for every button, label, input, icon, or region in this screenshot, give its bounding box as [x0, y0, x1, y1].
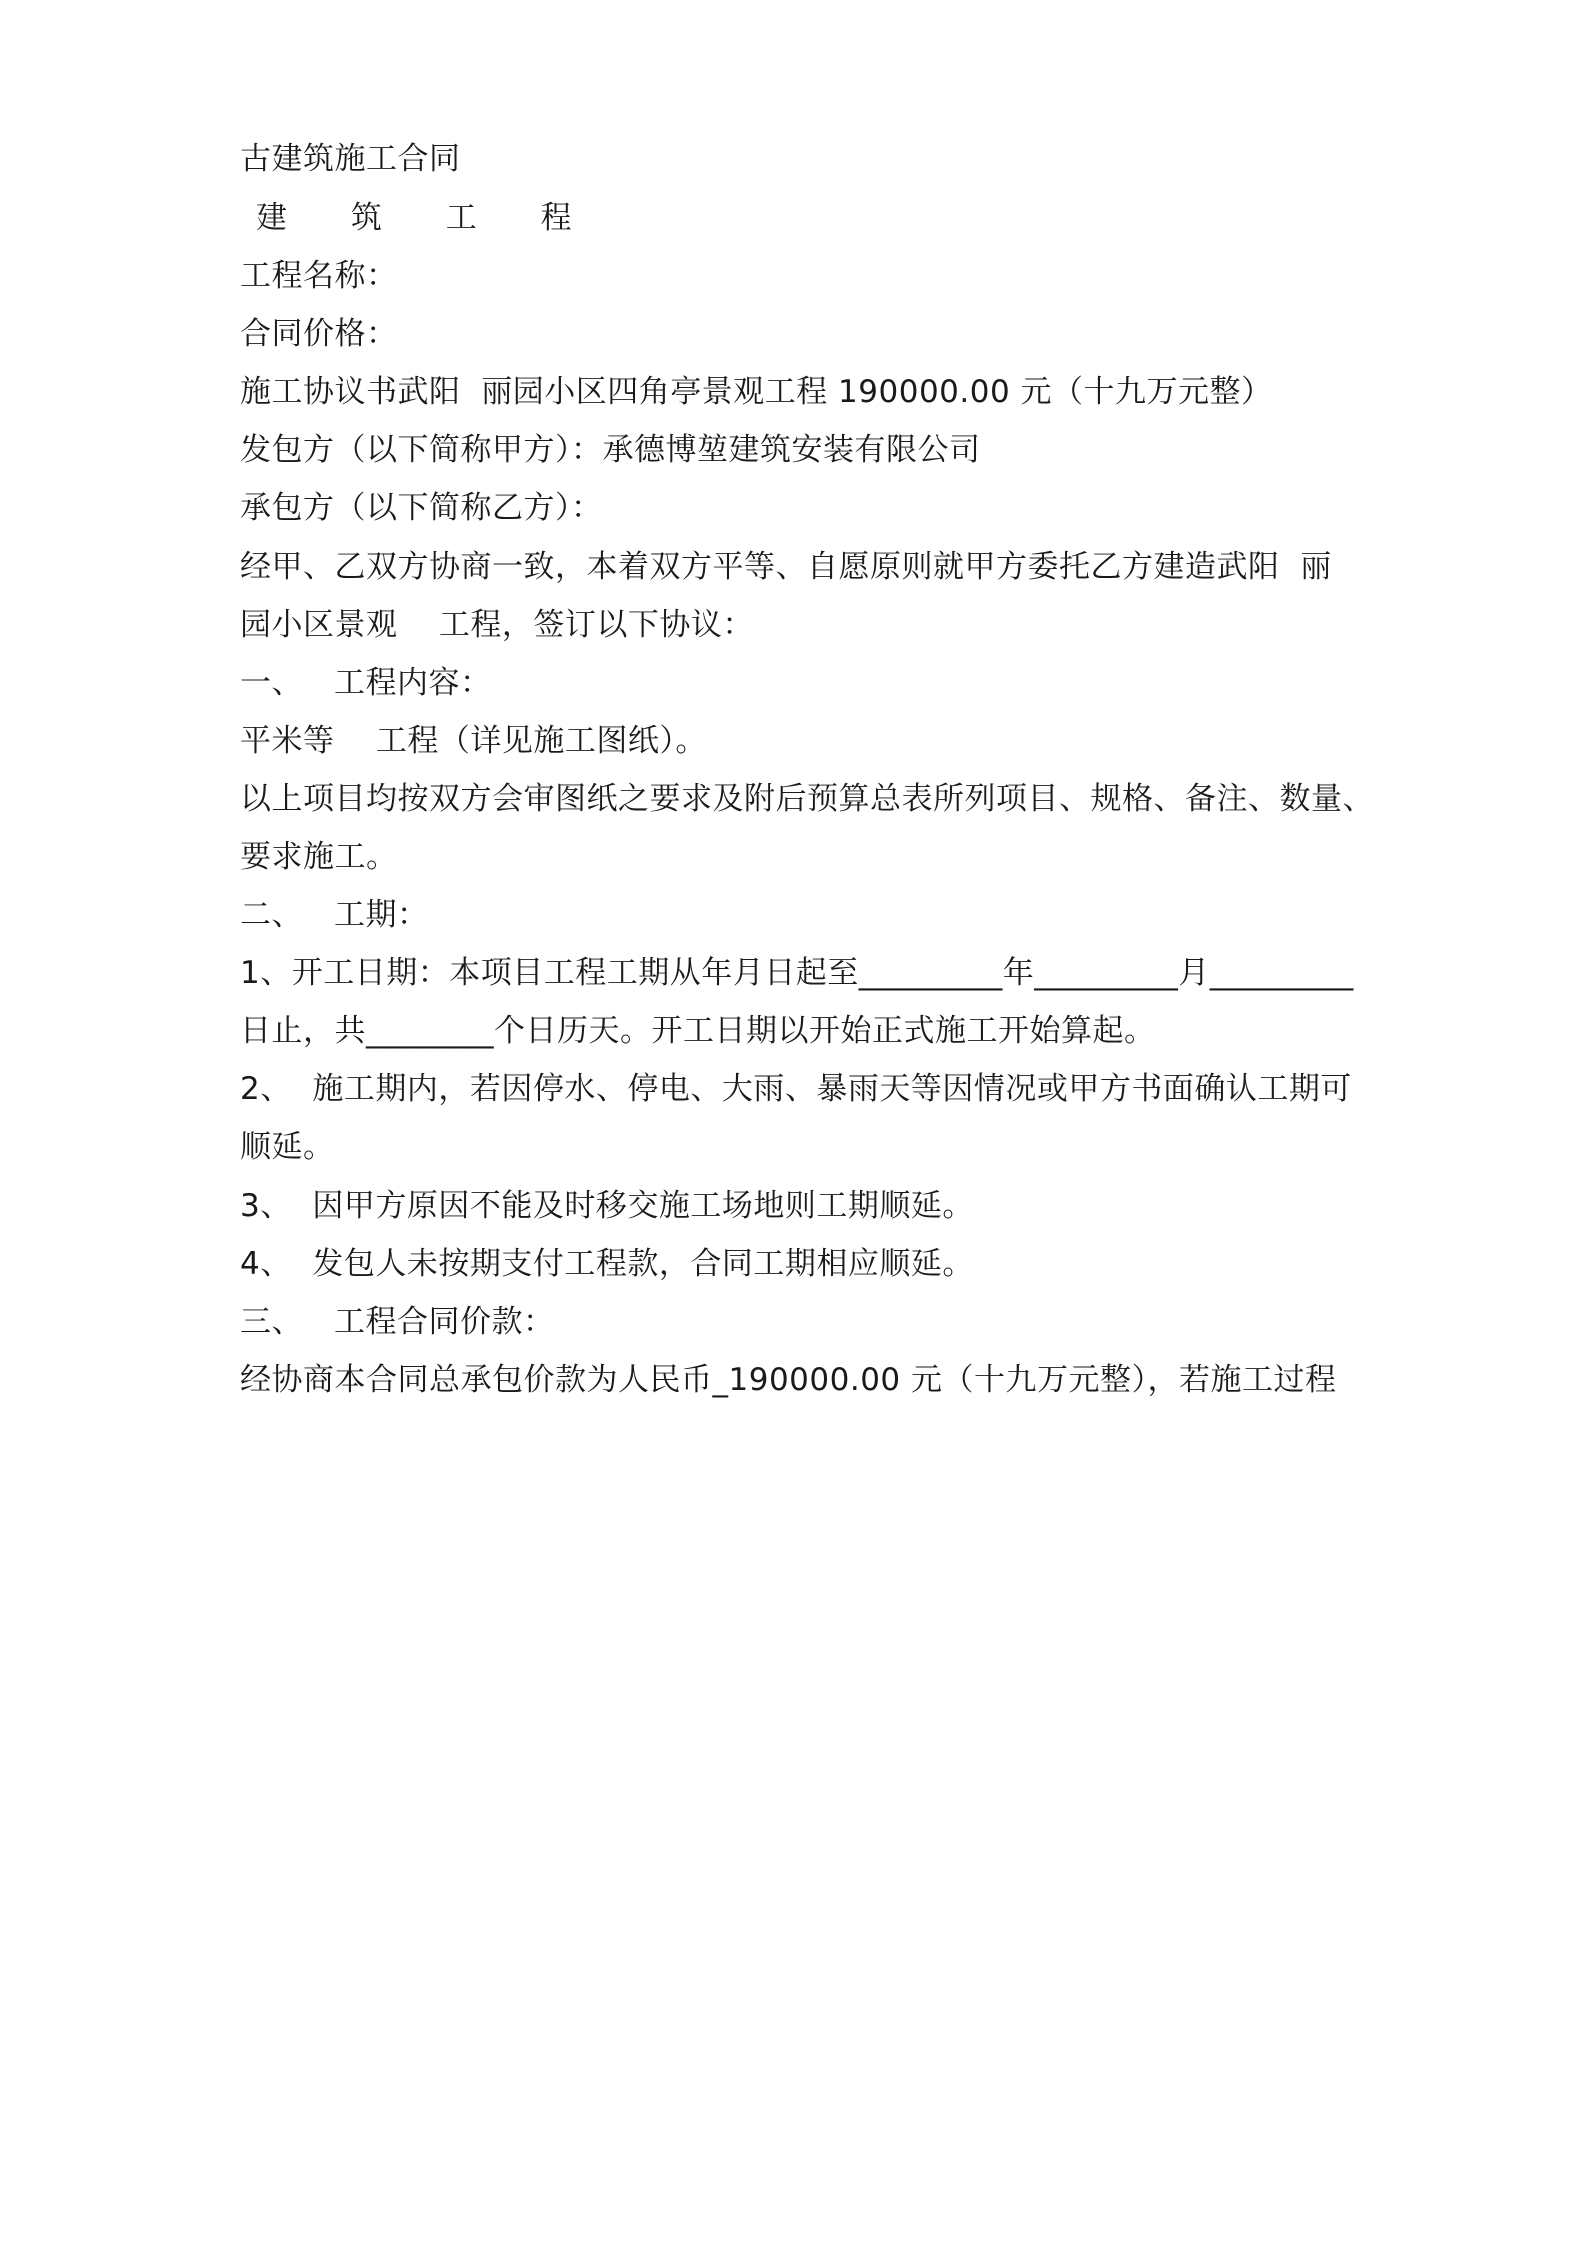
section-1-line-1: 平米等 工程（详见施工图纸）。 [240, 723, 707, 759]
document-title: 古建筑施工合同 [240, 141, 461, 177]
intro-line-2: 园小区景观 工程，签订以下协议： [240, 607, 754, 643]
project-name-label: 工程名称： [240, 258, 398, 294]
section-2-item-4: 4、 发包人未按期支付工程款，合同工期相应顺延。 [240, 1246, 974, 1282]
section-2-item-2-line-2: 顺延。 [240, 1129, 335, 1165]
section-2-item-3: 3、 因甲方原因不能及时移交施工场地则工期顺延。 [240, 1188, 974, 1224]
intro-line-1: 经甲、乙双方协商一致，本着双方平等、自愿原则就甲方委托乙方建造武阳 丽 [240, 549, 1332, 585]
section-2-item-1-line-1: 1、开工日期：本项目工程工期从年月日起至_________年_________月_________ [240, 955, 1354, 991]
section-1-heading: 一、 工程内容： [240, 665, 492, 701]
section-2-item-2-line-1: 2、 施工期内，若因停水、停电、大雨、暴雨天等因情况或甲方书面确认工期可 [240, 1071, 1352, 1107]
section-2-heading: 二、 工期： [240, 897, 429, 933]
contract-price-label: 合同价格： [240, 316, 398, 352]
section-2-item-1-line-2: 日止，共________个日历天。开工日期以开始正式施工开始算起。 [240, 1013, 1156, 1049]
document-subtitle: 建 筑 工 程 [256, 200, 599, 236]
section-1-line-3: 要求施工。 [240, 839, 398, 875]
section-1-line-2: 以上项目均按双方会审图纸之要求及附后预算总表所列项目、规格、备注、数量、 [240, 781, 1374, 817]
section-3-heading: 三、 工程合同价款： [240, 1304, 555, 1340]
party-b: 承包方（以下简称乙方）： [240, 490, 603, 526]
agreement-line: 施工协议书武阳 丽园小区四角亭景观工程 190000.00 元（十九万元整） [240, 374, 1273, 410]
section-3-line-1: 经协商本合同总承包价款为人民币_190000.00 元（十九万元整），若施工过程 [240, 1362, 1337, 1398]
party-a: 发包方（以下简称甲方）：承德博堃建筑安装有限公司 [240, 432, 981, 468]
